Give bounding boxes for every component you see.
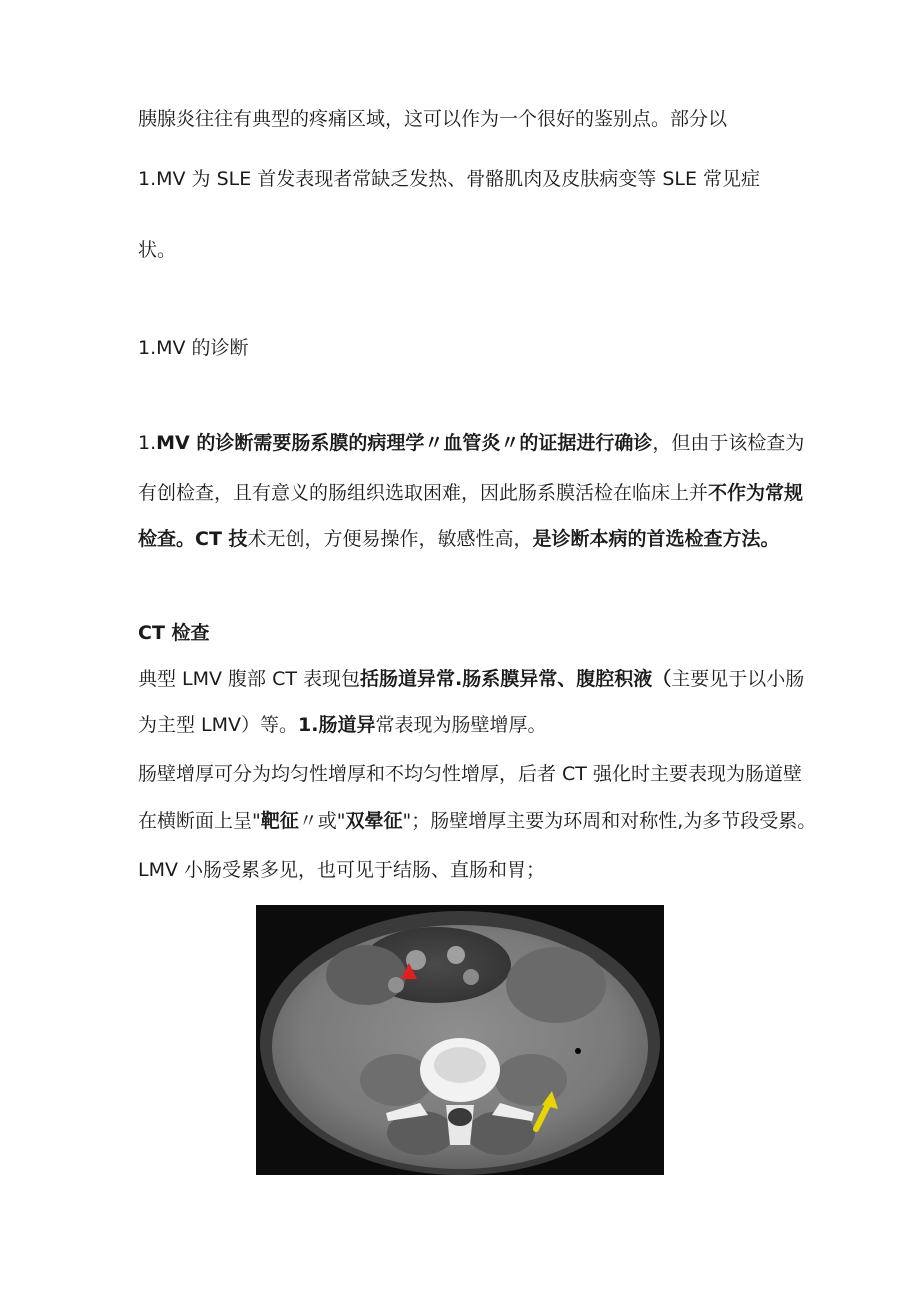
bold-run: MV 的诊断需要肠系膜的病理学〃血管炎〃的证据进行确诊 (156, 432, 653, 454)
ct-scan-drawing (256, 905, 664, 1175)
text-run: "；肠壁增厚主要为环周和对称性,为多节段受累。 (402, 810, 817, 832)
section-heading-ct: CT 检查 (138, 622, 210, 644)
bowel-segment (447, 946, 465, 964)
para1-line2: 1.MV 为 SLE 首发表现者常缺乏发热、骨骼肌肉及皮肤病变等 SLE 常见症 (138, 168, 761, 190)
para4-line2 (138, 808, 816, 834)
text-run: 术无创，方便易操作，敏感性高， (247, 528, 533, 550)
text-run: 有创检查，且有意义的肠组织选取困难，因此肠系膜活检在临床上并 (138, 482, 709, 504)
text-run: ，但由于该检查为 (652, 432, 805, 454)
psoas-right (495, 1054, 567, 1106)
psoas-left (360, 1054, 432, 1106)
text-run: 典型 LMV 腹部 CT 表现包 (138, 668, 361, 690)
bold-run: 双晕征 (345, 810, 403, 832)
para4-line1: 肠壁增厚可分为均匀性增厚和不均匀性增厚，后者 CT 强化时主要表现为肠道壁 (138, 763, 802, 785)
bowel-loop-left (326, 945, 406, 1005)
bold-run: 括肠道异常.肠系膜异常、腹腔积液（ (360, 668, 672, 690)
bold-run: 1.肠道异 (298, 714, 376, 736)
bowel-segment (463, 969, 479, 985)
bold-run: 靶征 (260, 810, 299, 832)
text-run: 1. (138, 432, 157, 454)
ct-scan-image (256, 905, 664, 1175)
air-bubble (575, 1048, 581, 1054)
bold-run: 是诊断本病的首选检查方法。 (532, 528, 780, 550)
bold-run: 不作为常规 (708, 482, 804, 504)
text-run: 〃或" (298, 810, 346, 832)
text-run: 主要见于以小肠 (671, 668, 805, 690)
section-heading-diagnosis: 1.MV 的诊断 (138, 337, 249, 359)
vertebral-core (434, 1047, 486, 1083)
para2-line3 (138, 526, 780, 552)
text-run: 常表现为肠壁增厚。 (375, 714, 547, 736)
para2-line1 (138, 430, 804, 456)
para4-line3: LMV 小肠受累多见，也可见于结肠、直肠和胃； (138, 859, 546, 881)
bowel-segment (388, 977, 404, 993)
para3-line2 (138, 712, 547, 738)
text-run: 为主型 LMV）等。 (138, 714, 299, 736)
para1-line1: 胰腺炎往往有典型的疼痛区域，这可以作为一个很好的鉴别点。部分以 (138, 108, 728, 130)
bold-run: 检查。CT 技 (138, 528, 248, 550)
text-run: 在横断面上呈" (138, 810, 261, 832)
para3-line1 (138, 666, 804, 692)
para1-line3: 状。 (138, 239, 177, 261)
para2-line2 (138, 480, 803, 506)
spinal-canal (448, 1108, 472, 1126)
bowel-loop-right (506, 947, 606, 1023)
